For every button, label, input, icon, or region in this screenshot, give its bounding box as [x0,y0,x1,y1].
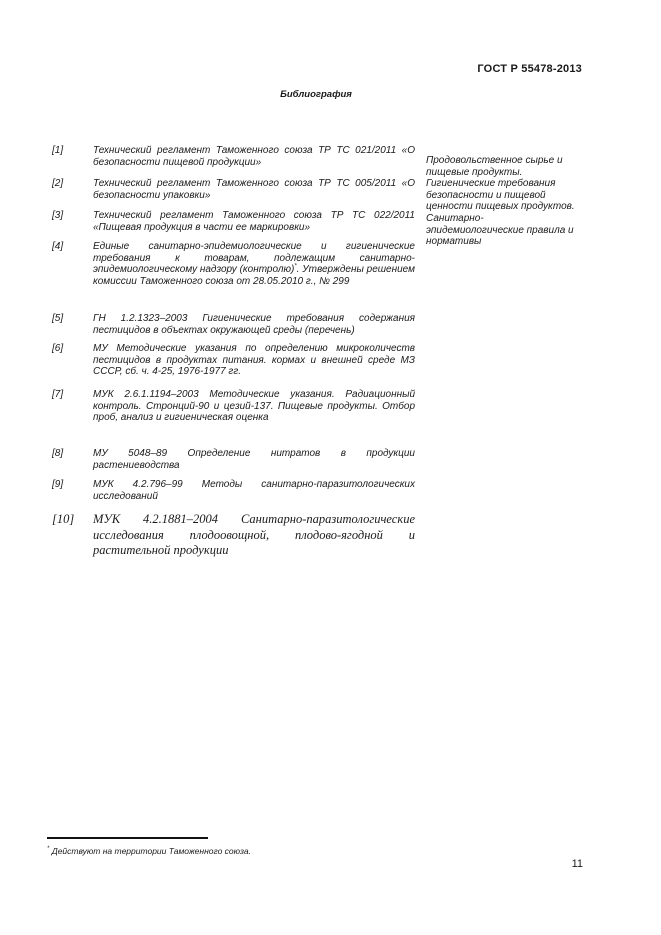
footnote-separator [47,837,208,839]
reference-text: МУ Методические указания по определению микроколичеств пестицидов в продуктах питания. кормах и внешней среде МЗ СССР, сб. ч. 4-25, 1976-1977 гг. [93,343,415,378]
reference-item [52,479,416,502]
reference-number: [4] [52,241,64,252]
reference-item [52,313,416,336]
reference-text: МУК 4.2.796–99 Методы санитарно-паразитологических исследований [93,479,415,502]
reference-text-main: Единые санитарно-эпидемиологические и гигиенические требования к товарам, подлежащим санитарно-эпидемиологическому надзору (контролю) [93,241,415,276]
reference-item [52,512,416,559]
reference-text: Технический регламент Таможенного союза ТР ТС 022/2011 «Пищевая продукция в части ее маркировки» [93,210,415,233]
reference-text-tail: . Утверждены решением комиссии Таможенного союза от 28.05.2010 г., № 299 [93,264,415,287]
footnote-mark: * [47,846,50,853]
footnote [47,846,251,856]
reference-text: МУ 5048–89 Определение нитратов в продукции растениеводства [93,448,415,471]
reference-number: [8] [52,448,64,459]
reference-text: Технический регламент Таможенного союза ТР ТС 005/2011 «О безопасности упаковки» [93,178,415,201]
reference-number: [6] [52,343,64,354]
footnote-text: Действуют на территории Таможенного союза. [51,846,251,856]
document-code: ГОСТ Р 55478-2013 [477,63,582,75]
footnote-marker: * [294,263,297,270]
reference-number: [9] [52,479,64,490]
reference-text: Технический регламент Таможенного союза ТР ТС 021/2011 «О безопасности пищевой продукции» [93,145,415,168]
reference-number: [2] [52,178,64,189]
reference-item [52,178,416,201]
reference-text: ГН 1.2.1323–2003 Гигиенические требования содержания пестицидов в объектах окружающей среды (перечень) [93,313,415,336]
reference-number: [10] [52,512,75,526]
page-number: 11 [571,858,583,870]
reference-item [52,145,416,168]
section-title: Библиография [280,89,352,100]
reference-item [52,241,416,287]
side-note: Продовольственное сырье и пищевые продукты. Гигиенические требования безопасности и пищевой ценности пищевых продуктов. Санитарно-эпидемиологические правила и нормативы [426,155,575,248]
reference-text [93,241,415,287]
reference-number: [7] [52,389,64,400]
reference-item [52,343,416,378]
reference-item [52,210,416,233]
reference-number: [3] [52,210,64,221]
reference-item [52,389,416,424]
reference-number: [1] [52,145,64,156]
reference-number: [5] [52,313,64,324]
reference-item [52,448,416,471]
reference-text: МУК 4.2.1881–2004 Санитарно-паразитологические исследования плодоовощной, плодово-ягодной и растительной продукции [93,512,415,557]
reference-text: МУК 2.6.1.1194–2003 Методические указания. Радиационный контроль. Стронций-90 и цезий-137. Пищевые продукты. Отбор проб, анализ и гигиеническая оценка [93,389,415,424]
